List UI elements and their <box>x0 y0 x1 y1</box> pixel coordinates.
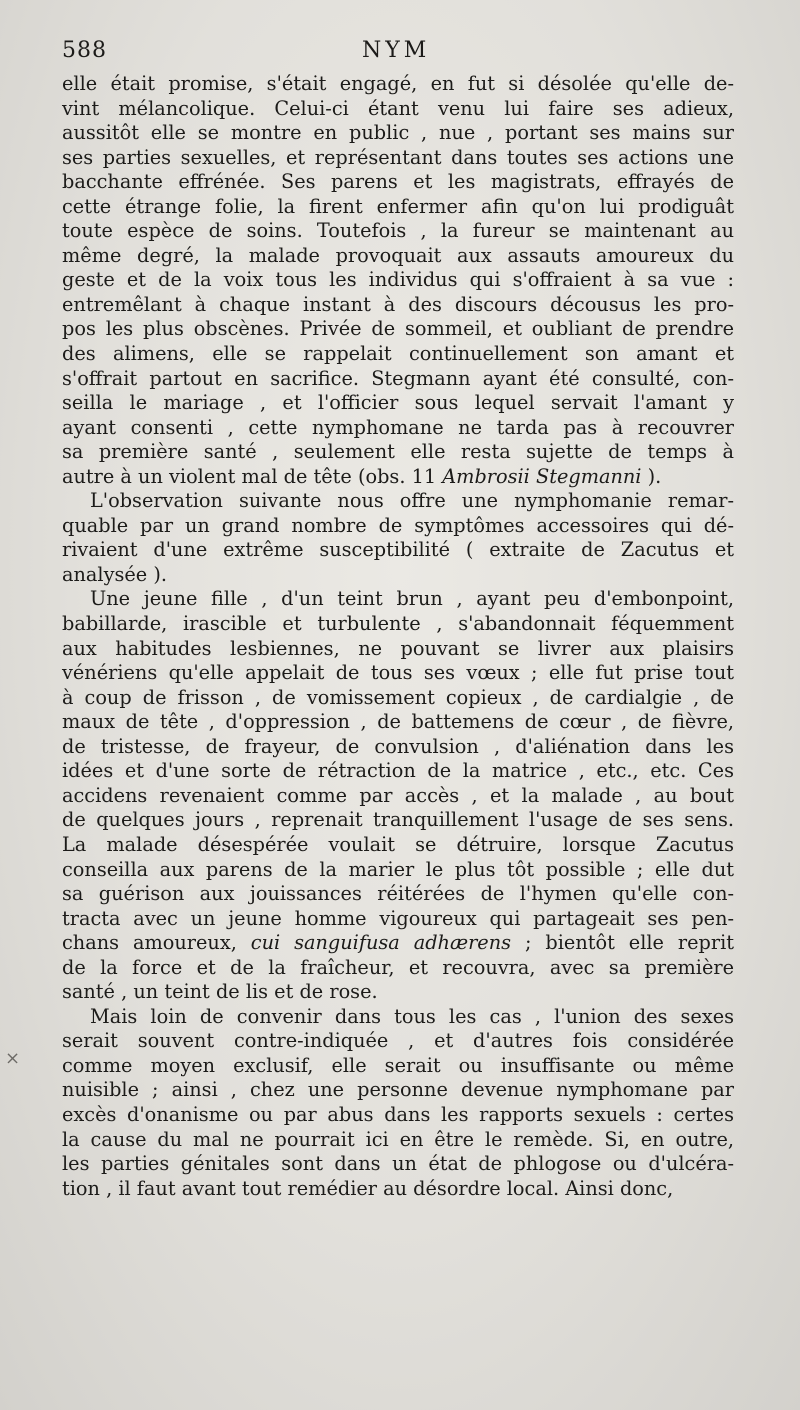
paragraph <box>62 587 734 1004</box>
text-line: même degré, la malade provoquait aux assauts amoureux du <box>62 243 734 267</box>
text-line: des alimens, elle se rappelait continuellement son amant et <box>62 342 734 366</box>
text-line: ses parties sexuelles, et représentant dans toutes ses actions une <box>62 145 734 169</box>
text-line: analysée ). <box>62 562 167 586</box>
page-header <box>62 38 734 68</box>
text-line: sa première santé , seulement elle resta sujette de temps à <box>62 440 734 464</box>
text-line: toute espèce de soins. Toutefois , la fureur se maintenant au <box>62 219 734 243</box>
text-line: la cause du mal ne pourrait ici en être le remède. Si, en outre, <box>62 1127 734 1151</box>
text-line: de tristesse, de frayeur, de convulsion , d'aliénation dans les <box>62 734 734 758</box>
text-line: de quelques jours , reprenait tranquillement l'usage de ses sens. <box>62 808 734 832</box>
text-line: sa guérison aux jouissances réitérées de l'hymen qu'elle con- <box>62 882 734 906</box>
running-head: NYM <box>362 38 431 63</box>
text-line: conseilla aux parens de la marier le plus tôt possible ; elle dut <box>62 857 734 881</box>
text-line: babillarde, irascible et turbulente , s'abandonnait féquemment <box>62 612 734 636</box>
margin-mark: × <box>5 1048 21 1069</box>
text-line: entremêlant à chaque instant à des discours décousus les pro- <box>62 292 734 316</box>
text-line: idées et d'une sorte de rétraction de la matrice , etc., etc. Ces <box>62 759 734 783</box>
paragraph <box>62 1005 734 1201</box>
text-line: seilla le mariage , et l'officier sous lequel servait l'amant y <box>62 391 734 415</box>
paragraph <box>62 489 734 587</box>
text-line: nuisible ; ainsi , chez une personne devenue nymphomane par <box>62 1078 734 1102</box>
text-line: excès d'onanisme ou par abus dans les rapports sexuels : certes <box>62 1102 734 1126</box>
text-line: autre à un violent mal de tête (obs. 11 Ambrosii Stegmanni ). <box>62 464 662 488</box>
body-text <box>62 72 734 1201</box>
paragraph <box>62 72 734 489</box>
text-line: quable par un grand nombre de symptômes accessoires qui dé- <box>62 513 734 537</box>
text-line: Une jeune fille , d'un teint brun , ayant peu d'embonpoint, <box>90 587 734 611</box>
text-line: santé , un teint de lis et de rose. <box>62 980 378 1004</box>
text-line: vénériens qu'elle appelait de tous ses vœux ; elle fut prise tout <box>62 661 734 685</box>
text-line: vint mélancolique. Celui-ci étant venu lui faire ses adieux, <box>62 96 734 120</box>
text-line: tion , il faut avant tout remédier au désordre local. Ainsi donc, <box>62 1176 674 1200</box>
text-line: de la force et de la fraîcheur, et recouvra, avec sa première <box>62 955 734 979</box>
text-line: La malade désespérée voulait se détruire, lorsque Zacutus <box>62 832 734 856</box>
text-line: bacchante effrénée. Ses parens et les magistrats, effrayés de <box>62 170 734 194</box>
text-line: maux de tête , d'oppression , de battemens de cœur , de fièvre, <box>62 710 734 734</box>
text-line: geste et de la voix tous les individus qui s'offraient à sa vue : <box>62 268 734 292</box>
text-line: Mais loin de convenir dans tous les cas , l'union des sexes <box>90 1004 734 1028</box>
text-line: ayant consenti , cette nymphomane ne tarda pas à recouvrer <box>62 415 734 439</box>
text-line: cette étrange folie, la firent enfermer afin qu'on lui prodiguât <box>62 194 734 218</box>
italic-text: Ambrosii Stegmanni <box>442 464 642 488</box>
text-line: aussitôt elle se montre en public , nue , portant ses mains sur <box>62 121 734 145</box>
text-line: rivaient d'une extrême susceptibilité ( extraite de Zacutus et <box>62 538 734 562</box>
text-line: les parties génitales sont dans un état de phlogose ou d'ulcéra- <box>62 1152 734 1176</box>
text-line: pos les plus obscènes. Privée de sommeil, et oubliant de prendre <box>62 317 734 341</box>
text-line: elle était promise, s'était engagé, en fut si désolée qu'elle de- <box>62 72 734 95</box>
page-number: 588 <box>62 38 107 63</box>
italic-text: cui sanguifusa adhærens <box>250 931 512 955</box>
text-line: à coup de frisson , de vomissement copieux , de cardialgie , de <box>62 685 734 709</box>
text-line: serait souvent contre-indiquée , et d'autres fois considérée <box>62 1029 734 1053</box>
text-line: tracta avec un jeune homme vigoureux qui partageait ses pen- <box>62 906 734 930</box>
text-line: s'offrait partout en sacrifice. Stegmann ayant été consulté, con- <box>62 366 734 390</box>
text-line: chans amoureux, cui sanguifusa adhærens ; bientôt elle reprit <box>62 931 734 955</box>
text-line: L'observation suivante nous offre une nymphomanie remar- <box>90 489 734 513</box>
text-line: comme moyen exclusif, elle serait ou insuffisante ou même <box>62 1053 734 1077</box>
text-line: aux habitudes lesbiennes, ne pouvant se livrer aux plaisirs <box>62 636 734 660</box>
text-line: accidens revenaient comme par accès , et la malade , au bout <box>62 783 734 807</box>
